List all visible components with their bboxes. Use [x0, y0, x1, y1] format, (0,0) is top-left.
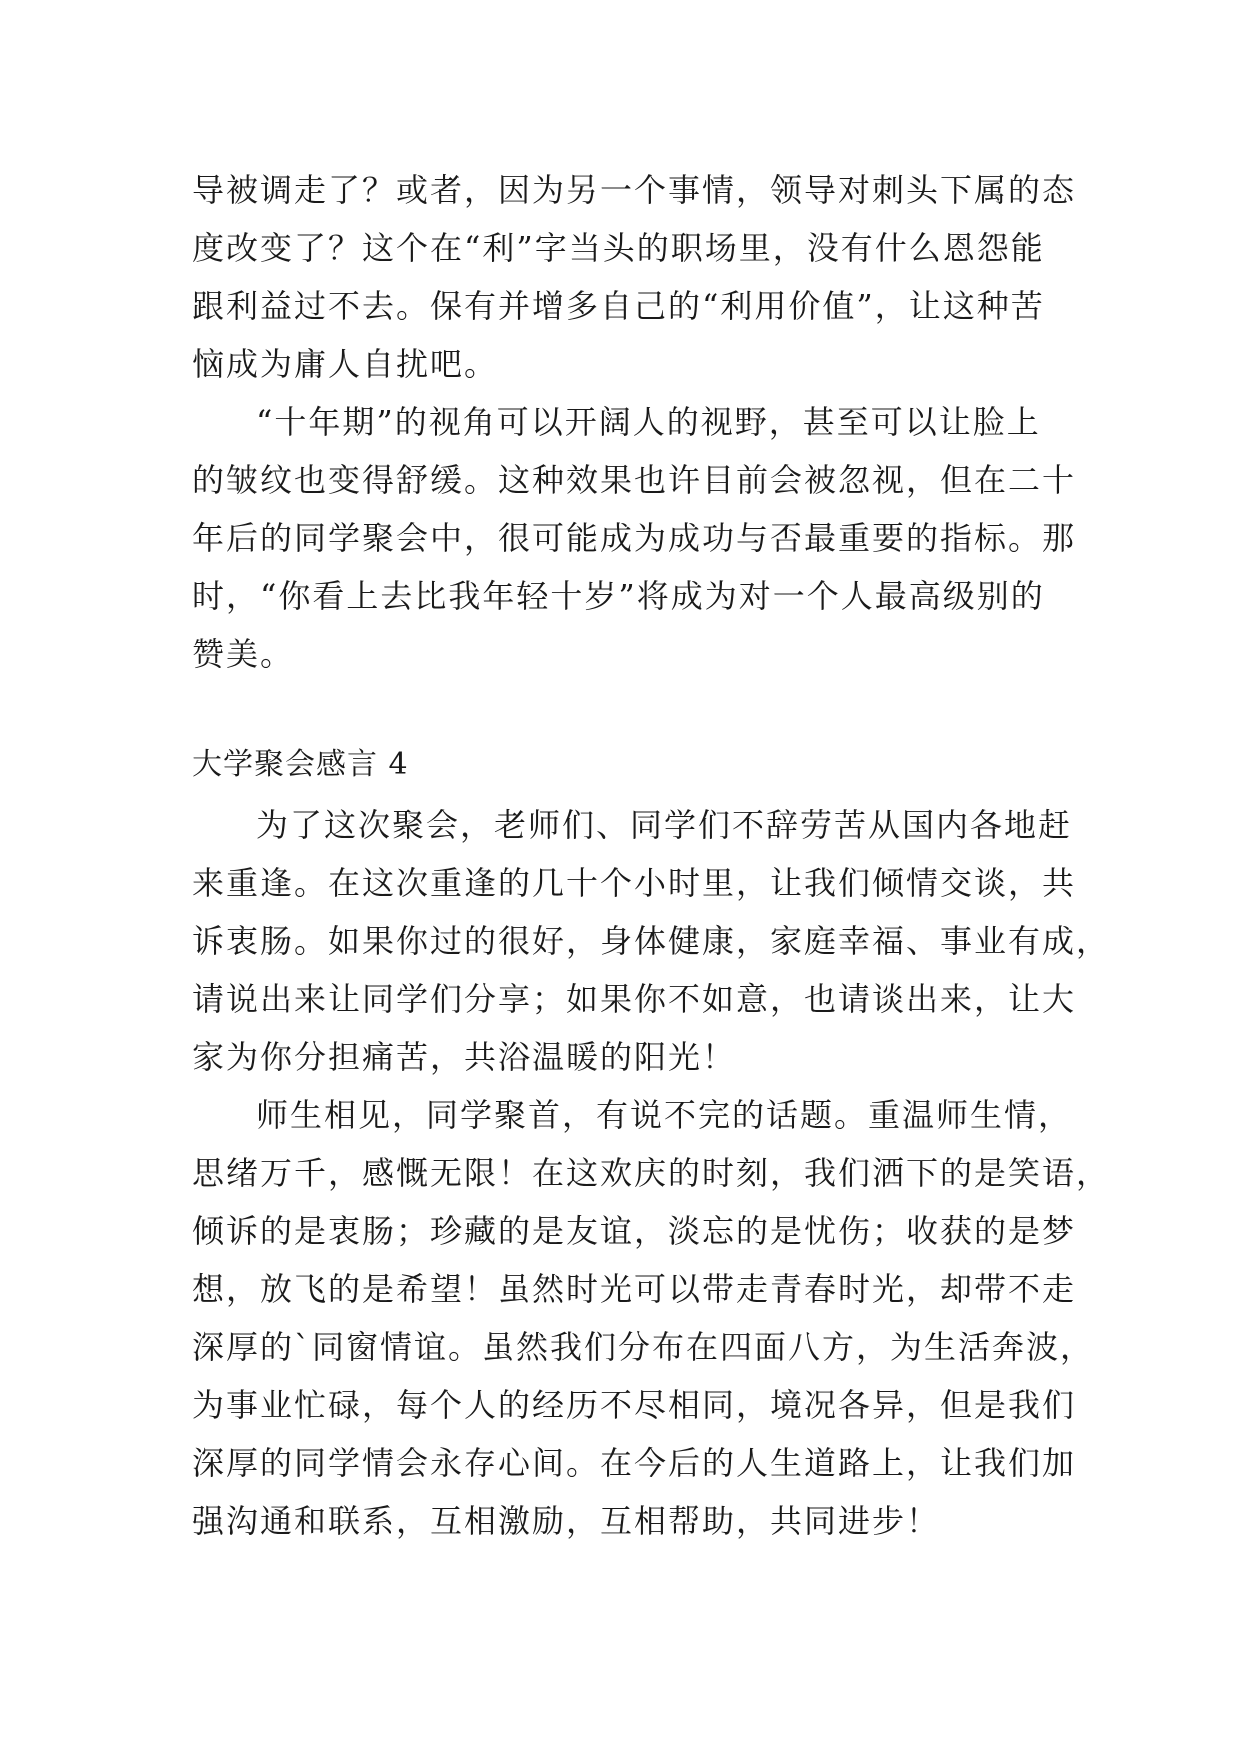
paragraph-line: 师生相见，同学聚首，有说不完的话题。重温师生情，: [256, 1096, 1073, 1134]
paragraph-line: 时，“你看上去比我年轻十岁”将成为对一个人最高级别的: [192, 577, 1045, 615]
paragraph-line: 深厚的同学情会永存心间。在今后的人生道路上，让我们加: [192, 1444, 1077, 1482]
paragraph-line: 强沟通和联系，互相激励，互相帮助，共同进步！: [192, 1502, 941, 1540]
paragraph-line: “十年期”的视角可以开阔人的视野，甚至可以让脸上: [256, 403, 1041, 441]
paragraph-line: 跟利益过不去。保有并增多自己的“利用价值”，让这种苦: [192, 287, 1045, 325]
paragraph-line: 导被调走了？或者，因为另一个事情，领导对刺头下属的态: [192, 171, 1077, 209]
paragraph-line: 诉衷肠。如果你过的很好，身体健康，家庭幸福、事业有成，: [192, 922, 1111, 960]
paragraph-line: 为事业忙碌，每个人的经历不尽相同，境况各异，但是我们: [192, 1386, 1077, 1424]
paragraph-line: 的皱纹也变得舒缓。这种效果也许目前会被忽视，但在二十: [192, 461, 1077, 499]
paragraph-line: 想，放飞的是希望！虽然时光可以带走青春时光，却带不走: [192, 1270, 1077, 1308]
paragraph-line: 思绪万千，感慨无限！在这欢庆的时刻，我们洒下的是笑语，: [192, 1154, 1111, 1192]
paragraph-line: 请说出来让同学们分享；如果你不如意，也请谈出来，让大: [192, 980, 1077, 1018]
paragraph-line: 来重逢。在这次重逢的几十个小时里，让我们倾情交谈，共: [192, 864, 1077, 902]
paragraph-line: 为了这次聚会，老师们、同学们不辞劳苦从国内各地赶: [256, 806, 1073, 844]
paragraph-line: 恼成为庸人自扰吧。: [192, 345, 499, 383]
paragraph-line: 年后的同学聚会中，很可能成为成功与否最重要的指标。那: [192, 519, 1077, 557]
paragraph-line: 赞美。: [192, 635, 295, 673]
paragraph-line: 深厚的`同窗情谊。虽然我们分布在四面八方，为生活奔波，: [192, 1328, 1095, 1366]
section-heading: 大学聚会感言 4: [192, 747, 409, 782]
paragraph-line: 倾诉的是衷肠；珍藏的是友谊，淡忘的是忧伤；收获的是梦: [192, 1212, 1077, 1250]
paragraph-line: 家为你分担痛苦，共浴温暖的阳光！: [192, 1038, 737, 1076]
paragraph-line: 度改变了？这个在“利”字当头的职场里，没有什么恩怨能: [192, 229, 1045, 267]
